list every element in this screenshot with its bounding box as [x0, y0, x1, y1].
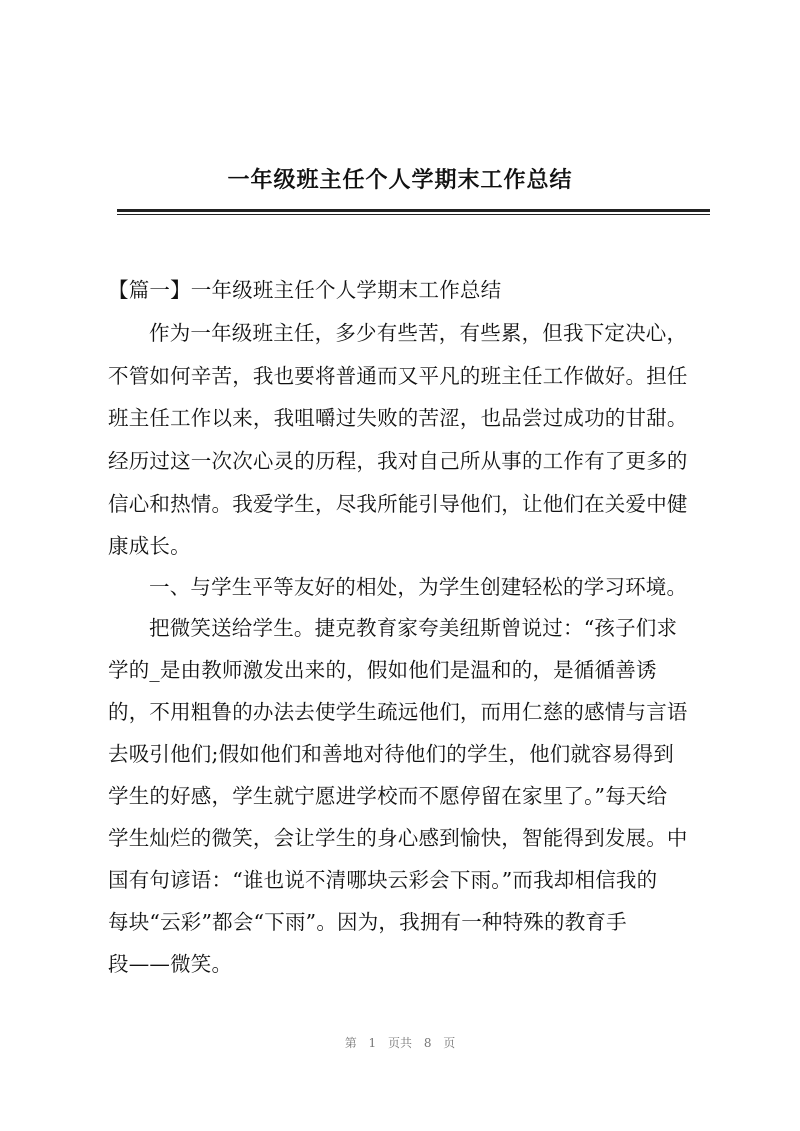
paragraph-line: 康成长。 [108, 534, 191, 558]
paragraph-line: 的，不用粗鲁的办法去使学生疏远他们，而用仁慈的感情与言语 [108, 700, 688, 724]
paragraph-line: 把微笑送给学生。捷克教育家夸美纽斯曾说过：“孩子们求 [149, 616, 678, 640]
title-divider-thick [117, 209, 710, 212]
paragraph-line: 作为一年级班主任，多少有些苦，有些累，但我下定决心， [149, 321, 688, 345]
subheading-line: 一、与学生平等友好的相处，为学生创建轻松的学习环境。 [149, 575, 688, 599]
title-divider-thin [117, 214, 710, 215]
paragraph-line: 国有句谚语：“谁也说不清哪块云彩会下雨。”而我却相信我的 [108, 868, 658, 892]
page-footer: 第 1 页共 8 页 [344, 1036, 456, 1050]
paragraph-line: 学的_是由教师激发出来的，假如他们是温和的，是循循善诱 [108, 658, 657, 682]
paragraph-line: 学生的好感，学生就宁愿进学校而不愿停留在家里了。”每天给 [108, 784, 668, 808]
paragraph-line: 不管如何辛苦，我也要将普通而又平凡的班主任工作做好。担任 [108, 364, 688, 388]
section-heading: 【篇一】一年级班主任个人学期末工作总结 [108, 278, 502, 302]
paragraph-line: 班主任工作以来，我咀嚼过失败的苦涩，也品尝过成功的甘甜。 [108, 406, 688, 430]
page-title: 一年级班主任个人学期末工作总结 [227, 167, 573, 193]
paragraph-line: 信心和热情。我爱学生，尽我所能引导他们，让他们在关爱中健 [108, 492, 688, 516]
paragraph-line: 经历过这一次次心灵的历程，我对自己所从事的工作有了更多的 [108, 449, 688, 473]
paragraph-line: 学生灿烂的微笑，会让学生的身心感到愉快，智能得到发展。中 [108, 826, 688, 850]
paragraph-line: 每块“云彩”都会“下雨”。因为，我拥有一种特殊的教育手 [108, 910, 627, 934]
paragraph-line: 段——微笑。 [108, 952, 233, 976]
paragraph-line: 去吸引他们;假如他们和善地对待他们的学生，他们就容易得到 [108, 742, 675, 766]
